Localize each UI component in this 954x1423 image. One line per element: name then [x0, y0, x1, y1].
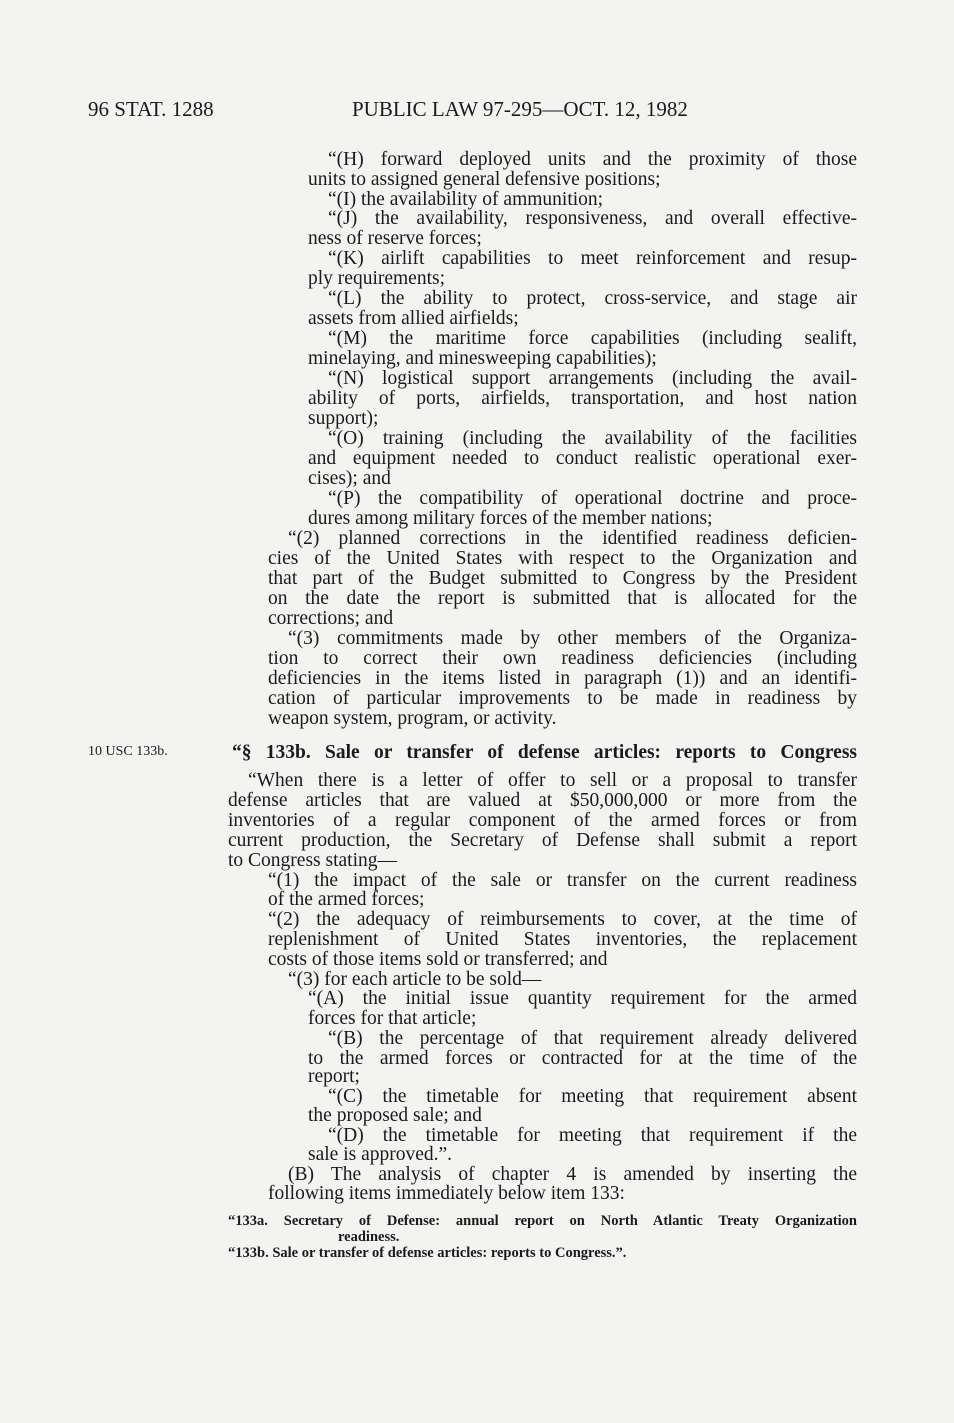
text-line: “(L) the ability to protect, cross-service, and stage air	[328, 288, 857, 309]
text-line: report;	[308, 1066, 360, 1087]
text-line: support);	[308, 408, 379, 429]
text-line: “(M) the maritime force capabilities (including sealift,	[328, 328, 857, 349]
statute-page-number: 96 STAT. 1288	[88, 97, 214, 121]
text-line: and equipment needed to conduct realistic operational exer-	[308, 448, 857, 469]
text-line: “(C) the timetable for meeting that requirement absent	[328, 1086, 857, 1107]
text-line: “(1) the impact of the sale or transfer on the current readiness	[268, 870, 857, 891]
text-line: following items immediately below item 133:	[268, 1183, 625, 1204]
text-line: forces for that article;	[308, 1008, 477, 1029]
text-line: to the armed forces or contracted for at the time of the	[308, 1048, 857, 1069]
text-line: ply requirements;	[308, 268, 446, 289]
text-line: “(2) planned corrections in the identified readiness deficien-	[288, 528, 857, 549]
text-line: that part of the Budget submitted to Congress by the President	[268, 568, 857, 589]
text-line: cises); and	[308, 468, 391, 489]
text-line: “(J) the availability, responsiveness, and overall effective-	[328, 208, 857, 229]
analysis-item-line: “133b. Sale or transfer of defense articles: reports to Congress.”.	[228, 1245, 627, 1261]
text-line: units to assigned general defensive positions;	[308, 169, 661, 190]
text-line: corrections; and	[268, 608, 394, 629]
text-line: “(B) the percentage of that requirement already delivered	[328, 1028, 857, 1049]
text-line: deficiencies in the items listed in paragraph (1)) and an identifi-	[268, 668, 857, 689]
text-line: “(D) the timetable for meeting that requirement if the	[328, 1125, 857, 1146]
text-line: “(N) logistical support arrangements (including the avail-	[328, 368, 857, 389]
text-line: costs of those items sold or transferred; and	[268, 949, 608, 970]
text-line: defense articles that are valued at $50,000,000 or more from the	[228, 790, 857, 811]
text-line: to Congress stating—	[228, 850, 397, 871]
text-line: ness of reserve forces;	[308, 228, 482, 249]
text-line: “(P) the compatibility of operational doctrine and proce-	[328, 488, 857, 509]
text-line: current production, the Secretary of Defense shall submit a report	[228, 830, 857, 851]
text-line: “(A) the initial issue quantity requirement for the armed	[308, 988, 857, 1009]
text-line: “When there is a letter of offer to sell or a proposal to transfer	[248, 770, 857, 791]
section-heading: “§ 133b. Sale or transfer of defense articles: reports to Congress	[232, 742, 857, 763]
text-line: sale is approved.”.	[308, 1144, 453, 1165]
text-line: weapon system, program, or activity.	[268, 708, 557, 729]
text-line: “(2) the adequacy of reimbursements to cover, at the time of	[268, 909, 857, 930]
text-line: minelaying, and minesweeping capabilities);	[308, 348, 657, 369]
text-line: “(K) airlift capabilities to meet reinforcement and resup-	[328, 248, 857, 269]
analysis-item-line: “133a. Secretary of Defense: annual report on North Atlantic Treaty Organization	[228, 1213, 857, 1229]
text-line: “(3) for each article to be sold—	[288, 969, 542, 990]
margin-note-usc: 10 USC 133b.	[88, 744, 168, 759]
text-line: the proposed sale; and	[308, 1105, 482, 1126]
text-line: “(I) the availability of ammunition;	[328, 189, 604, 210]
text-line: tion to correct their own readiness deficiencies (including	[268, 648, 857, 669]
text-line: ability of ports, airfields, transportation, and host nation	[308, 388, 857, 409]
text-line: cies of the United States with respect to the Organization and	[268, 548, 857, 569]
text-line: cation of particular improvements to be made in readiness by	[268, 688, 857, 709]
page-header-title: PUBLIC LAW 97-295—OCT. 12, 1982	[352, 97, 688, 121]
text-line: “(3) commitments made by other members of the Organiza-	[288, 628, 857, 649]
text-line: on the date the report is submitted that is allocated for the	[268, 588, 857, 609]
text-line: (B) The analysis of chapter 4 is amended by inserting the	[288, 1164, 857, 1185]
text-line: assets from allied airfields;	[308, 308, 519, 329]
analysis-item-line: readiness.	[338, 1229, 400, 1245]
text-line: “(O) training (including the availability of the facilities	[328, 428, 857, 449]
text-line: dures among military forces of the member nations;	[308, 508, 713, 529]
text-line: inventories of a regular component of the armed forces or from	[228, 810, 857, 831]
text-line: replenishment of United States inventories, the replacement	[268, 929, 857, 950]
text-line: of the armed forces;	[268, 889, 425, 910]
text-line: “(H) forward deployed units and the proximity of those	[328, 149, 857, 170]
